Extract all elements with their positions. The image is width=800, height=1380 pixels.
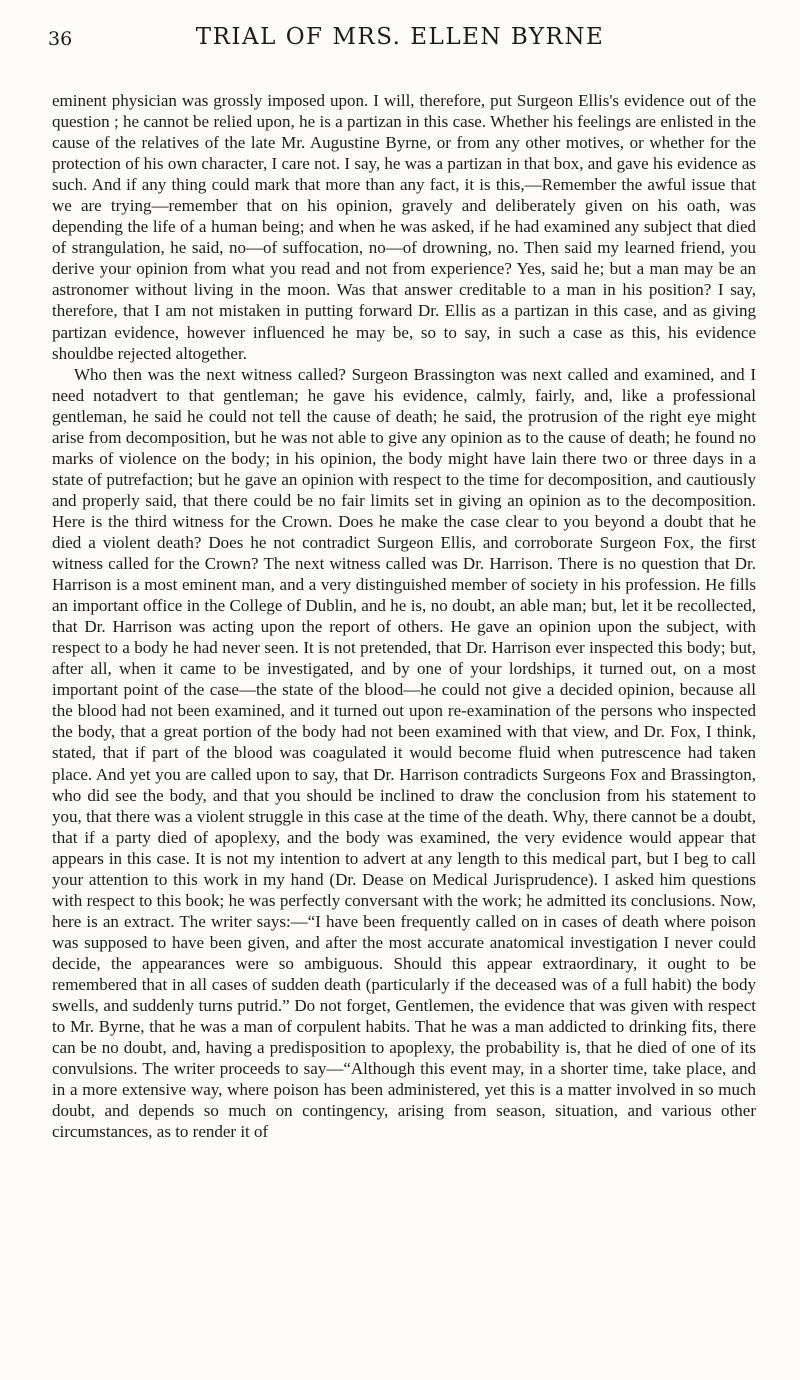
body-text xyxy=(52,90,756,1142)
page-number: 36 xyxy=(48,28,73,50)
running-head-title: TRIAL OF MRS. ELLEN BYRNE xyxy=(195,24,605,50)
running-head xyxy=(48,22,752,56)
paragraph: eminent physician was grossly imposed upon. I will, therefore, put Surgeon Ellis's evidence out of the question ; he cannot be relied upon, he is a partizan in this case. Whether his feelings are enlisted in the cause of the relatives of the late Mr. Augustine Byrne, or from any other motives, or whether for the protection of his own character, I care not. I say, he was a partizan in that box, and gave his evidence as such. And if any thing could mark that more than any fact, it is this,—Remember the awful issue that we are trying—remember that on his opinion, gravely and deliberately given on his oath, was depending the life of a human being; and when he was asked, if he had examined any subject that died of strangulation, he said, no—of suffocation, no—of drowning, no. Then said my learned friend, you derive your opinion from what you read and not from experience? Yes, said he; but a man may be an astronomer without living in the moon. Was that answer creditable to a man in his position? I say, therefore, that I am not mistaken in putting forward Dr. Ellis as a partizan in this case, and as giving partizan evidence, however influenced he may be, so to say, in such a case as this, his evidence shouldbe rejected altogether. xyxy=(52,91,756,363)
paragraph: Who then was the next witness called? Surgeon Brassington was next called and examined, and I need notadvert to that gentleman; he gave his evidence, calmly, fairly, and, like a professional gentleman, he said he could not tell the cause of death; he said, the protrusion of the right eye might arise from decomposition, but he was not able to give any opinion as to the cause of death; he found no marks of violence on the body; in his opinion, the body might have lain there two or three days in a state of putrefaction; but he gave an opinion with respect to the time for decomposition, and cautiously and properly said, that there could be no fair limits set in giving an opinion as to the decomposition. Here is the third witness for the Crown. Does he make the case clear to you beyond a doubt that he died a violent death? Does he not contradict Surgeon Ellis, and corroborate Surgeon Fox, the first witness called for the Crown? The next witness called was Dr. Harrison. There is no question that Dr. Harrison is a most eminent man, and a very distinguished member of society in his profession. He fills an important office in the College of Dublin, and he is, no doubt, an able man; but, let it be recollected, that Dr. Harrison was acting upon the report of others. He gave an opinion upon the subject, with respect to a body he had never seen. It is not pretended, that Dr. Harrison ever inspected this body; but, after all, when it came to be investigated, and by one of your lordships, it turned out, on a most important point of the case—the state of the blood—he could not give a decided opinion, because all the blood had not been examined, and it turned out upon re-examination of the persons who inspected the body, that a great portion of the body had not been examined with that view, and Dr. Fox, I think, stated, that if part of the blood was coagulated it would become fluid when putrescence had taken place. And yet you are called upon to say, that Dr. Harrison contradicts Surgeons Fox and Brassington, who did see the body, and that you should be inclined to draw the conclusion from his statement to you, that there was a violent struggle in this case at the time of the death. Why, there cannot be a doubt, that if a party died of apoplexy, and the body was examined, the very evidence would appear that appears in this case. It is not my intention to advert at any length to this medical part, but I beg to call your attention to this work in my hand (Dr. Dease on Medical Jurisprudence). I asked him questions with respect to this book; he was perfectly conversant with the work; he admitted its conclusions. Now, here is an extract. The writer says:—“I have been frequently called on in cases of death where poison was supposed to have been given, and after the most accurate anatomical investigation I never could decide, the appearances were so ambiguous. Should this appear extraordinary, it ought to be remembered that in all cases of sudden death (particularly if the deceased was of a full habit) the body swells, and suddenly turns putrid.” Do not forget, Gentlemen, the evidence that was given with respect to Mr. Byrne, that he was a man of corpulent habits. That he was a man addicted to drinking fits, there can be no doubt, and, having a predisposition to apoplexy, the probability is, that he died of one of its convulsions. The writer proceeds to say—“Although this event may, in a shorter time, take place, and in a more extensive way, where poison has been administered, yet this is a matter involved in so much doubt, and depends so much on contingency, arising from season, situation, and various other circumstances, as to render it of xyxy=(52,364,756,1142)
